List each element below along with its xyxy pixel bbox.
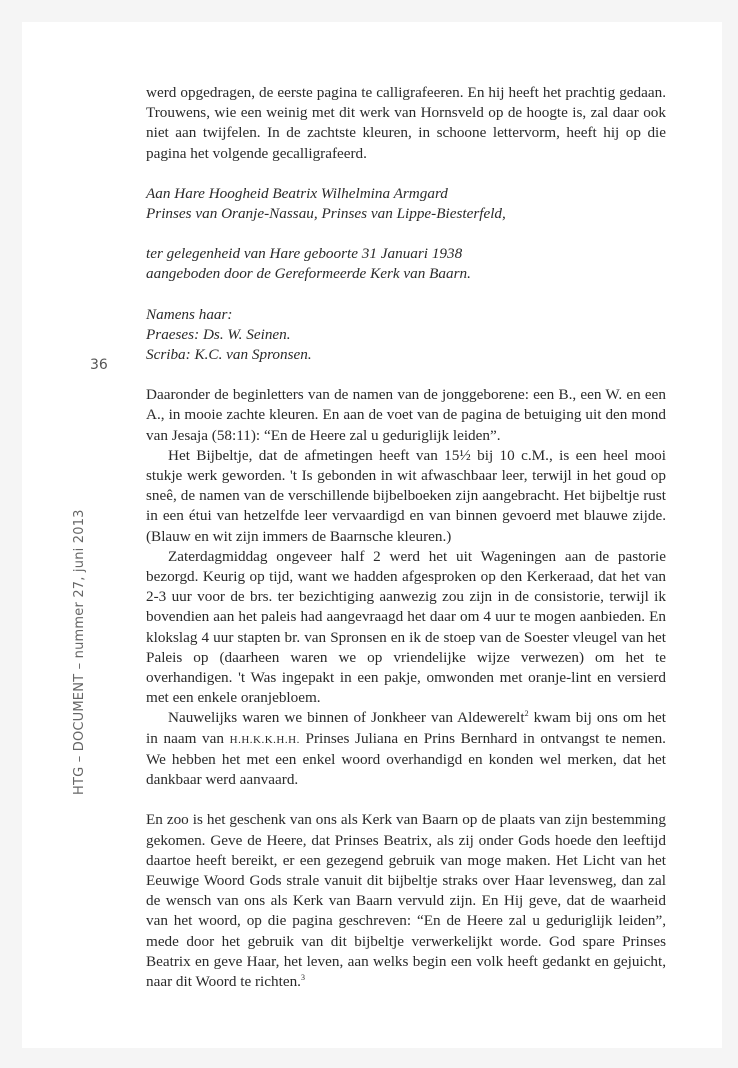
paragraph-5 — [146, 708, 666, 790]
paragraph-6 — [146, 810, 666, 992]
dedication-line-5: Namens haar: — [146, 305, 233, 323]
paragraph-4: Zaterdagmiddag ongeveer half 2 werd het uit Wageningen aan de pastorie bezorgd. Keurig op tijd, want we hadden afgesproken op den Kerkeraad, dat het van 2-3 uur voor de brs. ter bezichtiging aanwezig zou zijn in de consistorie, terwijl ik bovendien aan het paleis had aangevraagd het daar om 4 uur te mogen aanbieden. En klokslag 4 uur stapten br. van Spronsen en ik de stoep van de Soester vleugel van het Paleis op (daarheen waren we op vriendelijke wijze verwezen) om het te overhandigen. 't Was ingepakt in een pakje, omwonden met oranje-lint en versierd met een enkele oranjebloem. — [146, 547, 666, 707]
footnote-ref-2: 2 — [524, 709, 529, 719]
dedication-line-4: aangeboden door de Gereformeerde Kerk van Baarn. — [146, 265, 471, 283]
running-footer: HTG – DOCUMENT – nummer 27, juni 2013 — [72, 509, 87, 795]
paragraph-2: Daaronder de beginletters van de namen van de jonggeborene: een B., een W. en een A., in mooie zachte kleuren. En aan de voet van de pagina de betuiging uit den mond van Jesaja (58:11): “En de Heere zal u geduriglijk leiden”. — [146, 386, 666, 444]
paragraph-1: werd opgedragen, de eerste pagina te calligrafeeren. En hij heeft het prachtig gedaan. Trouwens, wie een weinig met dit werk van Hornsveld op de hoogte is, zal daar ook niet aan twijfelen. In de zachtste kleuren, in schoone lettervorm, heeft hij op die pagina het volgende gecalligrafeerd. — [146, 84, 666, 162]
paragraph-6-text: En zoo is het geschenk van ons als Kerk van Baarn op de plaats van zijn bestemming gekomen. Geve de Heere, dat Prinses Beatrix, als zij onder Gods hoede den leeftijd daartoe heeft bereikt, er een gezegend gebruik van moge maken. Het Licht van het Eeuwige Woord Gods strale vanuit dit bijbeltje straks over Haar levensweg, dan zal de wensch van ons als Kerk van Baarn vervuld zijn. En Hij geve, dat de waarheid van het woord, op die pagina geschreven: “En de Heere zal u geduriglijk leiden”, mede door het gebruik van dit bijbeltje verwerkelijkt worde. God spare Prinses Beatrix en geve Haar, het leven, aan welks begin een volk heeft gedankt en gejuicht, naar dit Woord te richten. — [146, 811, 666, 990]
dedication-line-3: ter gelegenheid van Hare geboorte 31 Januari 1938 — [146, 245, 463, 263]
paragraph-5-part-1: Nauwelijks waren we binnen of Jonkheer van Aldewerelt — [168, 709, 525, 727]
dedication-line-2: Prinses van Oranje-Nassau, Prinses van Lippe-Biesterfeld, — [146, 205, 506, 223]
paragraph-5-part-2: kwam bij ons om het in naam van — [146, 709, 666, 747]
body-text — [146, 83, 666, 992]
page-number: 36 — [90, 357, 108, 373]
footnote-ref-3: 3 — [300, 972, 305, 982]
royal-abbreviation: H.H.K.K.H.H. — [229, 733, 300, 746]
paragraph-3: Het Bijbeltje, dat de afmetingen heeft van 15½ bij 10 c.M., is een heel mooi stukje werk geworden. 't Is gebonden in wit afwaschbaar leer, terwijl in het goud op sneê, de namen van de verschillende bijbelboeken zijn aangebracht. Het bijbeltje rust in een étui van hetzelfde leer vervaardigd en van binnen gevoerd met blauwe zijde. (Blauw en wit zijn immers de Baarnsche kleuren.) — [146, 446, 666, 545]
dedication-line-6: Praeses: Ds. W. Seinen. — [146, 325, 291, 343]
dedication-line-1: Aan Hare Hoogheid Beatrix Wilhelmina Armgard — [146, 184, 448, 202]
paragraph-5-part-3: Prinses Juliana en Prins Bernhard in ontvangst te nemen. We hebben het met een enkel woord overhandigd en konden wel merken, dat het dankbaar werd aanvaard. — [146, 729, 666, 789]
dedication-line-7: Scriba: K.C. van Spronsen. — [146, 346, 312, 364]
